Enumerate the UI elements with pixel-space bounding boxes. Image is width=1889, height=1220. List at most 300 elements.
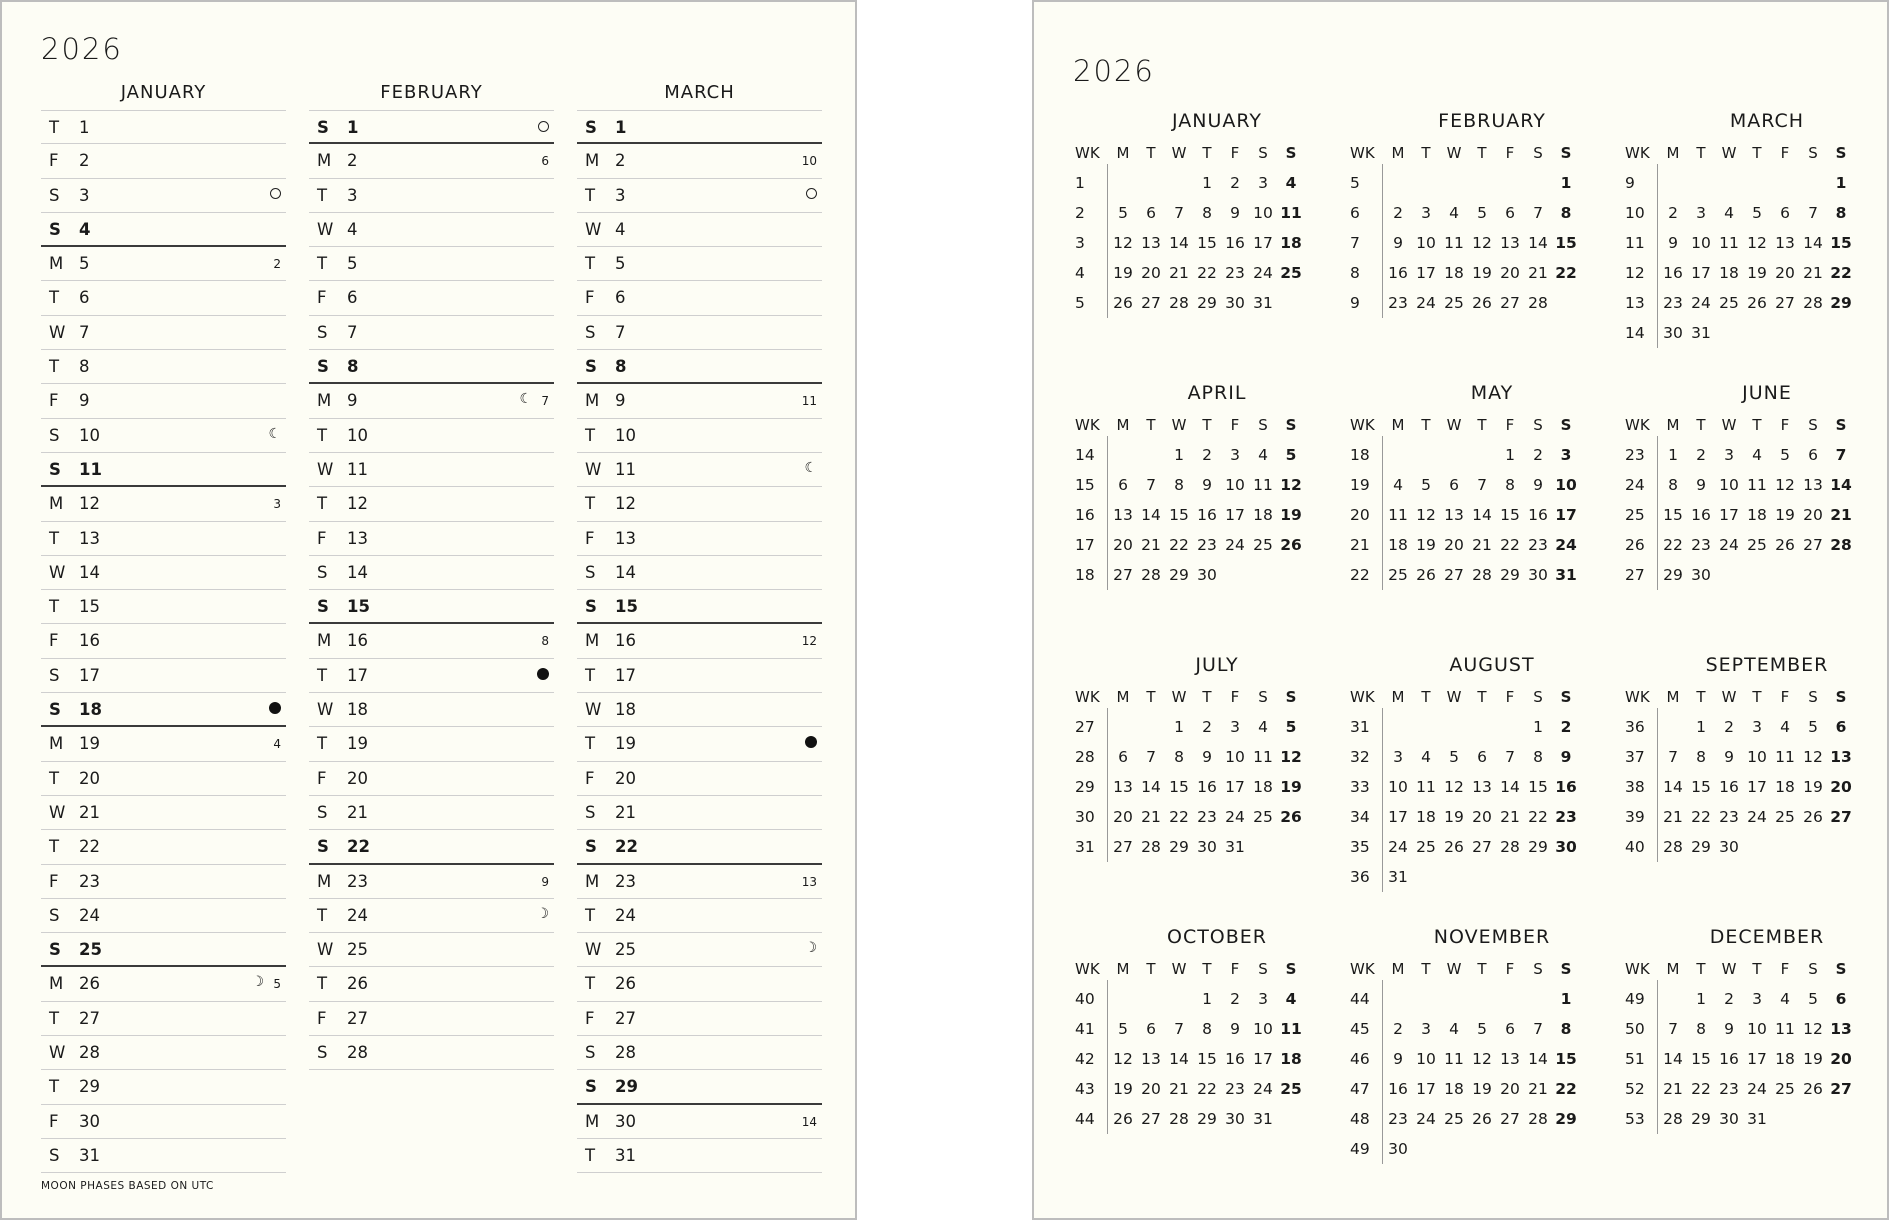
weekday-letter: S [317,562,328,582]
weekday-letter: F [317,768,327,788]
day-number: 19 [1472,264,1492,282]
first-quarter-moon-icon: ☽ [251,974,264,991]
day-number: 15 [1197,1050,1217,1068]
weekday-header: S [1258,688,1268,706]
day-number: 8 [347,357,359,377]
week-row [1073,560,1333,590]
day-number: 26 [1113,1110,1133,1128]
day-number: 21 [1169,264,1189,282]
day-number: 26 [1747,294,1767,312]
day-number: 31 [1253,1110,1273,1128]
day-row [309,727,554,761]
day-number: 28 [1500,838,1520,856]
day-number: 25 [347,940,368,960]
weekday-header: WK [1350,144,1375,162]
weekday-letter: F [49,391,59,411]
week-divider [1382,164,1383,318]
week-number: 9 [1625,174,1635,192]
mini-calendar-grid [1623,954,1883,1134]
week-number: 20 [1350,506,1370,524]
day-number: 7 [1835,446,1847,464]
day-number: 16 [347,631,368,651]
day-number: 10 [1388,778,1408,796]
week-number: 32 [1350,748,1370,766]
day-number: 7 [347,322,358,342]
week-number: 29 [1075,778,1095,796]
weekday-header-row [1348,410,1608,440]
weekday-header: M [1116,416,1130,434]
day-row [309,487,554,521]
week-number: 13 [1625,294,1645,312]
day-row [577,556,822,590]
day-number: 1 [1202,174,1212,192]
day-number: 1 [347,118,359,137]
day-number: 5 [1421,476,1431,494]
day-number: 2 [347,151,358,171]
day-number: 5 [1780,446,1790,464]
mini-calendar-september [1623,654,1883,862]
last-quarter-moon-icon: ☾ [268,425,281,442]
weekday-letter: S [317,357,329,377]
day-number: 4 [1449,204,1459,222]
weekday-letter: M [585,151,600,171]
day-number: 19 [1472,1080,1492,1098]
weekday-header: WK [1075,144,1100,162]
weekday-header: WK [1625,688,1650,706]
weekday-header: WK [1625,416,1650,434]
weekday-header: T [1752,144,1762,162]
day-number: 21 [1169,1080,1189,1098]
day-number: 11 [1775,1020,1795,1038]
day-number: 19 [347,734,368,754]
week-row [1623,742,1883,772]
week-number: 10 [1625,204,1645,222]
day-number: 24 [79,905,100,925]
day-number: 11 [1747,476,1767,494]
day-number: 19 [1113,264,1133,282]
week-number: 12 [1625,264,1645,282]
day-row [577,522,822,556]
day-number: 20 [1472,808,1492,826]
week-row [1623,258,1883,288]
day-number: 25 [1416,838,1436,856]
day-row [577,1139,822,1173]
weekday-header: F [1230,416,1240,434]
day-number: 1 [1505,446,1515,464]
day-row [309,350,554,384]
weekday-letter: W [49,1043,66,1063]
weekday-header: W [1446,688,1462,706]
weekday-letter: W [585,459,602,479]
weekday-letter: W [585,219,602,239]
weekday-header: M [1391,688,1405,706]
day-number: 7 [1146,476,1156,494]
day-number: 25 [79,940,102,960]
day-row [41,1070,286,1104]
day-number: 23 [1225,1080,1245,1098]
day-number: 31 [1225,838,1245,856]
weekday-header: S [1808,688,1818,706]
week-number: 7 [541,394,549,409]
day-number: 17 [1416,264,1436,282]
day-number: 4 [615,219,626,239]
day-row [577,830,822,864]
day-row [577,693,822,727]
day-number: 11 [1388,506,1408,524]
day-number: 24 [1253,1080,1273,1098]
day-number: 10 [1253,204,1273,222]
day-number: 18 [1253,506,1273,524]
week-row [1623,530,1883,560]
day-number: 14 [1528,1050,1548,1068]
day-number: 7 [1477,476,1487,494]
weekday-letter: S [585,1043,596,1063]
day-row [577,899,822,933]
day-number: 22 [347,837,370,857]
week-number: 2 [273,257,281,272]
day-row [41,522,286,556]
week-row [1073,198,1333,228]
day-number: 2 [1533,446,1543,464]
day-number: 9 [1668,234,1678,252]
day-number: 20 [1830,1050,1852,1068]
week-row [1623,832,1883,862]
weekday-letter: S [49,219,61,239]
day-number: 31 [1253,294,1273,312]
day-number: 27 [1141,1110,1161,1128]
day-number: 2 [1724,718,1734,736]
day-number: 20 [1803,506,1823,524]
week-row [1623,712,1883,742]
day-number: 3 [1752,990,1762,1008]
day-number: 18 [1388,536,1408,554]
day-number: 24 [1225,808,1245,826]
day-number: 26 [1775,536,1795,554]
mini-calendar-grid [1073,410,1333,590]
weekday-header: T [1696,960,1706,978]
week-number: 52 [1625,1080,1645,1098]
day-number: 19 [1280,778,1302,796]
weekday-letter: F [49,871,59,891]
week-row [1348,1074,1608,1104]
weekday-letter: S [585,597,597,617]
weekday-letter: T [49,837,60,857]
day-number: 15 [1691,778,1711,796]
day-number: 15 [1555,234,1577,252]
day-number: 17 [1388,808,1408,826]
weekday-letter: T [585,1145,596,1165]
day-number: 9 [1724,748,1734,766]
day-number: 27 [1472,838,1492,856]
weekday-header: S [1835,960,1847,978]
day-row [577,933,822,967]
week-row [1623,168,1883,198]
week-number: 5 [1350,174,1360,192]
week-number: 38 [1625,778,1645,796]
week-number: 22 [1350,566,1370,584]
day-number: 13 [1803,476,1823,494]
day-number: 29 [79,1077,100,1097]
day-number: 17 [347,665,368,685]
weekday-header: W [1721,960,1737,978]
day-number: 18 [615,700,636,720]
week-row [1623,228,1883,258]
day-row [41,384,286,418]
weekday-letter: F [317,288,327,308]
day-number: 4 [1421,748,1431,766]
day-number: 22 [1197,264,1217,282]
day-number: 16 [1225,234,1245,252]
day-number: 24 [1416,1110,1436,1128]
weekday-letter: T [317,665,328,685]
day-number: 27 [1113,566,1133,584]
mini-calendar-grid [1073,954,1333,1134]
day-number: 19 [1113,1080,1133,1098]
day-row [309,865,554,899]
week-row [1073,500,1333,530]
full-moon-icon [270,187,281,201]
day-row [577,1070,822,1104]
day-number: 9 [1393,234,1403,252]
day-number: 6 [1808,446,1818,464]
day-number: 1 [79,118,90,137]
weekday-header: T [1752,960,1762,978]
day-number: 30 [1663,324,1683,342]
day-number: 20 [1500,1080,1520,1098]
day-number: 22 [1555,264,1577,282]
weekday-header: S [1560,960,1572,978]
day-number: 11 [347,459,368,479]
day-number: 2 [1202,718,1212,736]
new-moon-icon [537,667,549,681]
day-number: 3 [1560,446,1572,464]
day-number: 4 [1449,1020,1459,1038]
weekday-header: S [1285,144,1297,162]
weekday-letter: S [49,459,61,479]
day-row [577,350,822,384]
week-number: 41 [1075,1020,1095,1038]
month-heading: FEBRUARY [380,82,483,103]
week-divider [1107,164,1108,318]
weekday-letter: M [317,391,332,411]
day-number: 19 [1747,264,1767,282]
day-number: 1 [1533,718,1543,736]
weekday-header: S [1285,416,1297,434]
day-number: 26 [1472,294,1492,312]
day-number: 7 [1174,204,1184,222]
weekday-letter: M [585,631,600,651]
day-number: 23 [79,871,100,891]
day-number: 19 [1416,536,1436,554]
weekday-header: T [1146,688,1156,706]
day-number: 11 [1280,204,1302,222]
day-number: 25 [1253,536,1273,554]
day-number: 21 [1141,536,1161,554]
week-row [1073,530,1333,560]
day-number: 24 [1225,536,1245,554]
day-number: 24 [1747,808,1767,826]
day-number: 15 [1528,778,1548,796]
week-row [1073,832,1333,862]
day-number: 26 [1280,536,1302,554]
weekday-letter: S [317,1043,328,1063]
day-number: 4 [1258,446,1268,464]
weekday-letter: T [585,905,596,925]
weekday-letter: M [49,494,64,514]
day-number: 16 [1528,506,1548,524]
day-number: 21 [347,802,368,822]
day-number: 10 [1253,1020,1273,1038]
day-number: 19 [615,734,636,754]
day-number: 16 [615,631,636,651]
weekday-letter: S [585,562,596,582]
day-row [309,179,554,213]
day-row [309,1002,554,1036]
day-number: 19 [1280,506,1302,524]
day-number: 29 [1197,294,1217,312]
day-number: 15 [1169,778,1189,796]
weekday-header: W [1721,416,1737,434]
day-row [577,967,822,1001]
weekday-letter: M [317,151,332,171]
weekday-header-row [1348,954,1608,984]
day-row [309,590,554,624]
day-number: 14 [1141,778,1161,796]
day-number: 27 [347,1008,368,1028]
weekday-header: M [1116,688,1130,706]
day-number: 21 [1663,1080,1683,1098]
day-number: 16 [1663,264,1683,282]
day-number: 9 [347,391,358,411]
day-number: 31 [1691,324,1711,342]
day-number: 20 [1830,778,1852,796]
day-number: 14 [1830,476,1852,494]
day-number: 5 [615,254,626,274]
day-number: 7 [1174,1020,1184,1038]
day-row [41,281,286,315]
day-number: 22 [1691,808,1711,826]
week-row [1073,1104,1333,1134]
mini-calendar-grid [1623,138,1883,348]
day-number: 15 [1663,506,1683,524]
day-number: 9 [1393,1050,1403,1068]
weekday-header: F [1230,144,1240,162]
day-number: 28 [1169,1110,1189,1128]
day-number: 7 [1668,748,1678,766]
day-row [41,967,286,1001]
day-number: 27 [1830,808,1852,826]
day-row [577,762,822,796]
day-row [309,213,554,247]
day-number: 5 [1477,1020,1487,1038]
day-number: 18 [79,700,102,720]
week-row [1623,1104,1883,1134]
day-row [309,1036,554,1070]
day-number: 23 [1388,1110,1408,1128]
weekday-header: W [1171,688,1187,706]
day-number: 5 [1752,204,1762,222]
day-number: 23 [1691,536,1711,554]
weekday-header: T [1146,416,1156,434]
day-number: 9 [1202,476,1212,494]
weekday-letter: T [317,425,328,445]
day-number: 2 [1393,1020,1403,1038]
week-row [1348,560,1608,590]
moon-phase-footnote: MOON PHASES BASED ON UTC [41,1180,214,1192]
day-number: 16 [1555,778,1577,796]
weekday-header: F [1505,960,1515,978]
day-number: 20 [1444,536,1464,554]
week-row [1623,318,1883,348]
day-number: 26 [1803,808,1823,826]
day-number: 4 [1724,204,1734,222]
weekday-header: M [1391,960,1405,978]
day-row [309,899,554,933]
weekday-header-row [1348,682,1608,712]
week-divider [1657,708,1658,862]
day-number: 31 [1747,1110,1767,1128]
day-number: 15 [1830,234,1852,252]
weekday-header: W [1446,416,1462,434]
day-row [41,316,286,350]
day-number: 9 [79,391,90,411]
day-number: 27 [1803,536,1823,554]
week-number: 16 [1075,506,1095,524]
day-number: 10 [1416,1050,1436,1068]
week-row [1073,228,1333,258]
weekday-letter: T [317,734,328,754]
day-row [309,419,554,453]
day-number: 7 [1808,204,1818,222]
mini-calendar-january [1073,110,1333,318]
day-number: 18 [1747,506,1767,524]
day-row [309,316,554,350]
day-number: 24 [1416,294,1436,312]
year-title-right: 2026 [1073,54,1155,88]
day-number: 3 [1230,446,1240,464]
day-row [41,590,286,624]
day-number: 3 [347,185,358,205]
weekday-header: T [1752,416,1762,434]
weekday-letter: T [585,665,596,685]
day-number: 27 [1775,294,1795,312]
mini-calendar-title: SEPTEMBER [1705,654,1829,676]
weekday-header: S [1560,416,1572,434]
weekday-header: WK [1350,416,1375,434]
day-number: 22 [1169,536,1189,554]
week-number: 23 [1625,446,1645,464]
day-row [41,213,286,247]
weekday-header: T [1202,416,1212,434]
weekday-letter: F [317,1008,327,1028]
day-number: 8 [1505,476,1515,494]
weekday-header: T [1477,416,1487,434]
day-row [577,384,822,418]
day-number: 14 [1528,234,1548,252]
day-number: 19 [1803,778,1823,796]
day-row [309,830,554,864]
day-number: 2 [1230,174,1240,192]
week-number: 14 [801,1114,817,1129]
week-row [1348,1044,1608,1074]
day-number: 6 [347,288,358,308]
day-number: 29 [1528,838,1548,856]
day-number: 30 [1197,838,1217,856]
weekday-letter: W [49,322,66,342]
weekday-header-row [1073,954,1333,984]
day-row [309,453,554,487]
weekday-letter: S [49,1145,60,1165]
